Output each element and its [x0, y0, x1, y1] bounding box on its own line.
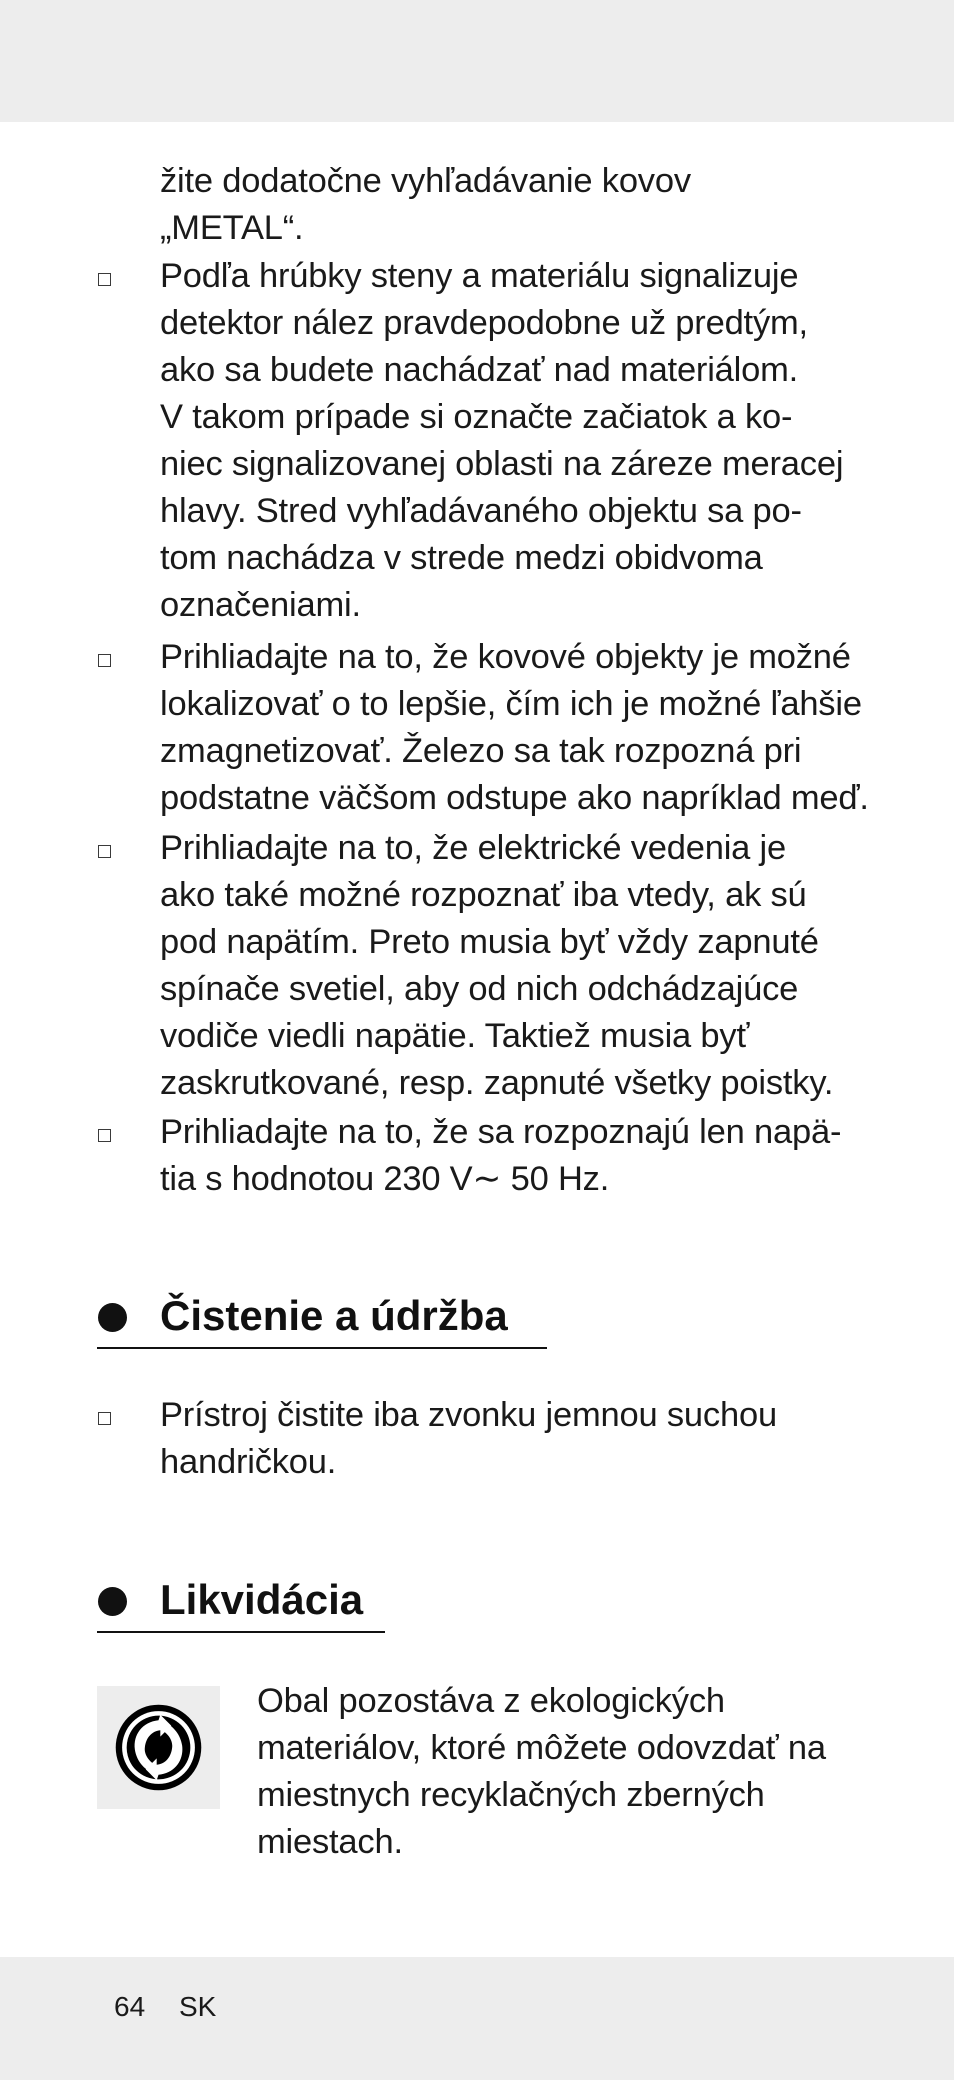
- recycling-symbol-box: [97, 1686, 220, 1809]
- bullet-1-line-3: ako sa budete nachádzať nad materiálom.: [160, 351, 799, 389]
- page-number: 64: [114, 1991, 146, 2022]
- intro-line-1: žite dodatočne vyhľadávanie kovov: [160, 162, 691, 200]
- bullet-1-line-6: hlavy. Stred vyhľadávaného objektu sa po-: [160, 492, 802, 530]
- disposal-line-2: materiálov, ktoré môžete odovzdať na: [257, 1729, 826, 1767]
- section-heading-cleaning: Čistenie a údržba: [160, 1292, 508, 1339]
- section-bullet-icon: [98, 1587, 127, 1616]
- bullet-1-line-5: niec signalizovanej oblasti na záreze meracej: [160, 445, 844, 483]
- bullet-4-line-1: Prihliadajte na to, že sa rozpoznajú len napä-: [160, 1113, 842, 1151]
- bullet-3-line-1: Prihliadajte na to, že elektrické vedenia je: [160, 829, 786, 867]
- bullet-marker: [98, 1129, 111, 1142]
- bullet-3-line-3: pod napätím. Preto musia byť vždy zapnuté: [160, 923, 819, 961]
- bullet-1-line-2: detektor nález pravdepodobne už predtým,: [160, 304, 808, 342]
- section-underline: [97, 1631, 385, 1633]
- bullet-2-line-1: Prihliadajte na to, že kovové objekty je možné: [160, 638, 851, 676]
- bullet-1-line-7: tom nachádza v strede medzi obidvoma: [160, 539, 763, 577]
- cleaning-line-2: handričkou.: [160, 1443, 337, 1481]
- bullet-marker: [98, 845, 111, 858]
- bullet-3-line-5: vodiče viedli napätie. Taktiež musia byť: [160, 1017, 750, 1055]
- bullet-3-line-6: zaskrutkované, resp. zapnuté všetky poistky.: [160, 1064, 834, 1102]
- recycling-green-dot-icon: [113, 1702, 204, 1793]
- section-underline: [97, 1347, 547, 1349]
- bullet-1-line-8: označeniami.: [160, 586, 361, 624]
- bullet-3-line-2: ako také možné rozpoznať iba vtedy, ak sú: [160, 876, 807, 914]
- section-bullet-icon: [98, 1303, 127, 1332]
- bullet-marker: [98, 273, 111, 286]
- top-margin-band: [0, 0, 954, 122]
- bullet-2-line-2: lokalizovať o to lepšie, čím ich je možné ľahšie: [160, 685, 862, 723]
- bullet-1-line-1: Podľa hrúbky steny a materiálu signalizuje: [160, 257, 799, 295]
- bullet-2-line-4: podstatne väčšom odstupe ako napríklad meď.: [160, 779, 869, 817]
- bullet-marker: [98, 1412, 111, 1425]
- bullet-3-line-4: spínače svetiel, aby od nich odchádzajúce: [160, 970, 799, 1008]
- disposal-line-3: miestnych recyklačných zberných: [257, 1776, 765, 1814]
- section-heading-disposal: Likvidácia: [160, 1576, 364, 1623]
- language-code: SK: [179, 1991, 217, 2022]
- bullet-marker: [98, 654, 111, 667]
- cleaning-line-1: Prístroj čistite iba zvonku jemnou suchou: [160, 1396, 777, 1434]
- disposal-line-1: Obal pozostáva z ekologických: [257, 1682, 725, 1720]
- bullet-2-line-3: zmagnetizovať. Železo sa tak rozpozná pri: [160, 732, 802, 770]
- bullet-4-line-2: tia s hodnotou 230 V∼ 50 Hz.: [160, 1160, 610, 1198]
- disposal-line-4: miestach.: [257, 1823, 403, 1861]
- bullet-1-line-4: V takom prípade si označte začiatok a ko-: [160, 398, 793, 436]
- intro-line-2: „METAL“.: [160, 209, 304, 247]
